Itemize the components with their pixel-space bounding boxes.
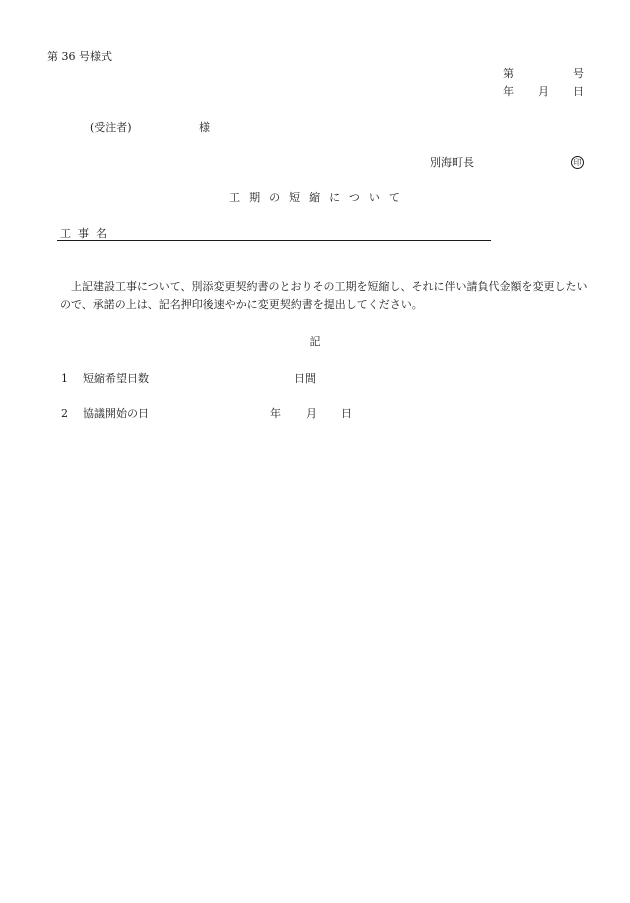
form-number: 第 36 号様式	[47, 50, 112, 63]
recipient-label: (受注者)	[90, 121, 132, 134]
project-name-underline	[57, 240, 491, 241]
document-number-prefix: 第	[503, 67, 514, 80]
item-2-label: 協議開始の日	[83, 407, 149, 420]
document-number-suffix: 号	[573, 67, 584, 80]
item-1-number: 1	[61, 372, 68, 385]
date-year: 年	[503, 85, 514, 98]
seal-mark: 印	[571, 156, 584, 169]
document-title: 工期の短縮について	[229, 191, 409, 204]
recipient-honorific: 様	[199, 121, 210, 134]
date-month: 月	[538, 85, 549, 98]
item-2-day: 日	[341, 407, 352, 420]
item-2-number: 2	[61, 407, 68, 420]
date-day: 日	[573, 85, 584, 98]
item-1-unit: 日間	[294, 372, 316, 385]
issuer-name: 別海町長	[430, 156, 474, 169]
item-1-label: 短縮希望日数	[83, 372, 149, 385]
body-paragraph: 上記建設工事について、別添変更契約書のとおりその工期を短縮し、それに伴い請負代金額を変更したいので、承諾の上は、記名押印後速やかに変更契約書を提出してください。	[60, 280, 588, 311]
item-2-month: 月	[306, 407, 317, 420]
item-2-year: 年	[270, 407, 281, 420]
ki-heading: 記	[309, 335, 321, 348]
project-name-label: 工事名	[60, 227, 114, 240]
